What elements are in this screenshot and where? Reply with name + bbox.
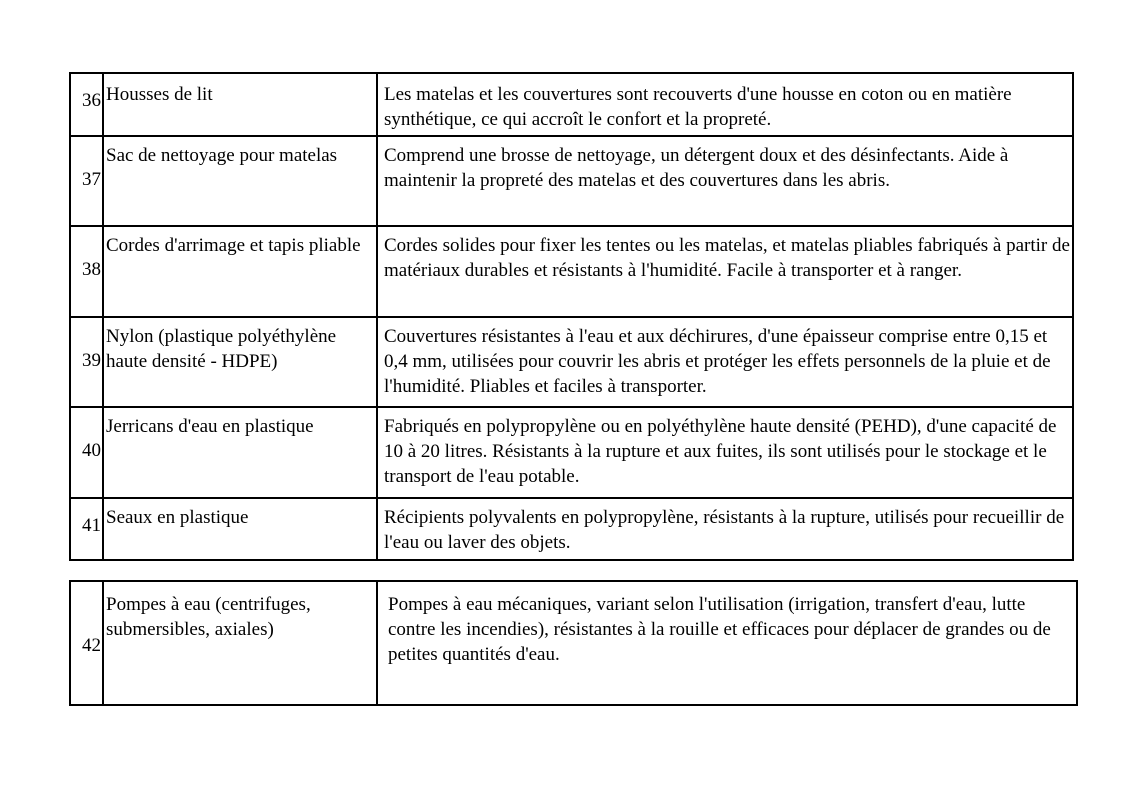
row-number <box>70 73 103 136</box>
row-number <box>70 498 103 560</box>
item-description: Récipients polyvalents en polypropylène, résistants à la rupture, utilisés pour recueillir de l'eau ou laver des objets. <box>377 498 1073 560</box>
row-number-text: 36 <box>82 90 101 111</box>
row-number-text: 37 <box>82 168 101 190</box>
item-description: Les matelas et les couvertures sont recouverts d'une housse en coton ou en matière synthétique, ce qui accroît le confort et la propreté. <box>377 73 1073 136</box>
item-name: Jerricans d'eau en plastique <box>103 407 377 498</box>
row-number <box>70 226 103 317</box>
item-description: Fabriqués en polypropylène ou en polyéthylène haute densité (PEHD), d'une capacité de 10 à 20 litres. Résistants à la rupture et aux fuites, ils sont utilisés pour le stockage et le transport de l'eau potable. <box>377 407 1073 498</box>
items-table <box>69 72 1074 561</box>
row-number-text: 42 <box>82 634 101 656</box>
row-number-text: 41 <box>82 514 101 536</box>
item-name: Nylon (plastique polyéthylène haute densité - HDPE) <box>103 317 377 407</box>
item-description: Couvertures résistantes à l'eau et aux déchirures, d'une épaisseur comprise entre 0,15 et 0,4 mm, utilisées pour couvrir les abris et protéger les effets personnels de la pluie et de l'humidité. Pliables et faciles à transporter. <box>377 317 1073 407</box>
item-name: Sac de nettoyage pour matelas <box>103 136 377 226</box>
row-number <box>70 407 103 498</box>
table-row <box>70 498 1073 560</box>
items-table-continued <box>69 580 1078 706</box>
table-row <box>70 73 1073 136</box>
row-number-text: 40 <box>82 440 101 461</box>
row-number <box>70 317 103 407</box>
row-number <box>70 581 103 705</box>
item-name: Seaux en plastique <box>103 498 377 560</box>
row-number-text: 39 <box>82 349 101 371</box>
table-row <box>70 136 1073 226</box>
row-number-text: 38 <box>82 259 101 280</box>
item-description: Pompes à eau mécaniques, variant selon l'utilisation (irrigation, transfert d'eau, lutte contre les incendies), résistantes à la rouille et efficaces pour déplacer de grandes ou de petites quantités d'eau. <box>377 581 1077 705</box>
table-row <box>70 317 1073 407</box>
row-number <box>70 136 103 226</box>
item-description: Comprend une brosse de nettoyage, un détergent doux et des désinfectants. Aide à maintenir la propreté des matelas et des couvertures dans les abris. <box>377 136 1073 226</box>
item-description: Cordes solides pour fixer les tentes ou les matelas, et matelas pliables fabriqués à partir de matériaux durables et résistants à l'humidité. Facile à transporter et à ranger. <box>377 226 1073 317</box>
table-row <box>70 226 1073 317</box>
item-name: Cordes d'arrimage et tapis pliable <box>103 226 377 317</box>
item-name: Pompes à eau (centrifuges, submersibles, axiales) <box>103 581 377 705</box>
item-name: Housses de lit <box>103 73 377 136</box>
table-row <box>70 581 1077 705</box>
table-row <box>70 407 1073 498</box>
